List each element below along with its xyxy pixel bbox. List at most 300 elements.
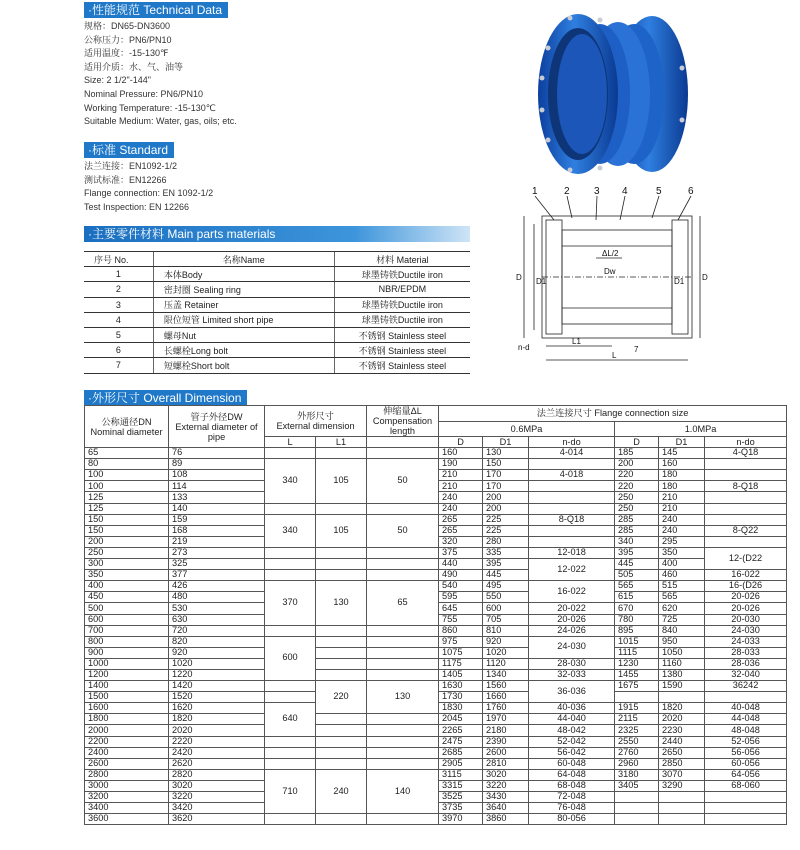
cell-d-06: 540 [439,581,483,592]
part-name: 短螺栓Short bolt [153,358,334,373]
cell-ndo-10 [705,803,787,814]
cell-d-06: 1730 [439,692,483,703]
cell-l: 600 [265,636,316,680]
cell-l1 [316,814,367,825]
cell-d-06: 2475 [439,736,483,747]
cell-d-10 [615,692,659,703]
cell-l1 [316,747,367,758]
cell-d1-06: 130 [483,448,529,459]
cell-ndo-10: 20-030 [705,614,787,625]
cell-ndo-10: 36242 [705,681,787,692]
cell-ndo-06: 44-040 [529,714,615,725]
cell-comp [367,448,439,459]
cell-d1-06: 2180 [483,725,529,736]
cell-dw: 1420 [169,681,265,692]
cell-ndo-10: 20-026 [705,603,787,614]
cell-ndo-06: 12-018 [529,547,615,558]
cell-dw: 3420 [169,803,265,814]
cell-dn: 100 [85,470,169,481]
cell-dw: 530 [169,603,265,614]
cell-comp [367,758,439,769]
cell-ndo-10: 8-Q18 [705,481,787,492]
callout-7: 7 [634,345,639,354]
standard-line: Test Inspection: EN 12266 [84,201,190,212]
cell-ndo-10 [705,492,787,503]
table-row [85,636,787,647]
cell-d1-10: 160 [659,459,705,470]
cell-d-06: 3315 [439,780,483,791]
cell-dw: 168 [169,525,265,536]
cell-ndo-06 [529,492,615,503]
parts-materials-header: ·主要零件材料 Main parts materials [84,226,470,242]
table-row [85,747,787,758]
col-external: 外形尺寸 External dimension [265,406,367,437]
cell-ndo-06: 72-048 [529,792,615,803]
cell-d1-06: 280 [483,536,529,547]
cell-ndo-06 [529,481,615,492]
cell-ndo-10: 24-030 [705,625,787,636]
cell-ndo-06: 4-014 [529,448,615,459]
cell-dn: 1400 [85,681,169,692]
part-name: 密封圈 Sealing ring [153,282,334,297]
cell-d-06: 975 [439,636,483,647]
cell-comp [367,736,439,747]
cell-dn: 800 [85,636,169,647]
cell-comp [367,814,439,825]
cell-d-10: 185 [615,448,659,459]
cell-ndo-10: 12-(D22 [705,547,787,569]
standard-line: Flange connection: EN 1092-1/2 [84,188,214,199]
cell-l: 640 [265,703,316,736]
cell-l: 340 [265,459,316,503]
table-row [85,581,787,592]
cell-d1-06: 1760 [483,703,529,714]
cell-d-10: 2325 [615,725,659,736]
table-row [85,448,787,459]
cell-d-10: 505 [615,570,659,581]
table-row [85,570,787,581]
spec-line: Nominal Pressure: PN6/PN10 [84,88,204,99]
cell-d-10: 200 [615,459,659,470]
cell-d1-06: 150 [483,459,529,470]
cell-d1-06: 3020 [483,769,529,780]
cell-dn: 1500 [85,692,169,703]
cell-d1-06: 170 [483,470,529,481]
cell-ndo-10 [705,792,787,803]
cell-d1-10: 210 [659,492,705,503]
cell-d-06: 1630 [439,681,483,692]
col-l1: L1 [316,437,367,448]
cell-d1-06: 170 [483,481,529,492]
cell-ndo-06: 24-030 [529,636,615,658]
cell-dn: 3600 [85,814,169,825]
cell-comp [367,570,439,581]
cell-l [265,814,316,825]
cell-d-10: 3405 [615,780,659,791]
cell-d-06: 2905 [439,758,483,769]
cell-dw: 720 [169,625,265,636]
cell-d1-06: 920 [483,636,529,647]
cell-dn: 400 [85,581,169,592]
cell-ndo-06 [529,525,615,536]
cell-ndo-06: 76-048 [529,803,615,814]
cell-ndo-10: 56-056 [705,747,787,758]
col-flange: 法兰连接尺寸 Flange connection size [439,406,787,422]
part-name: 本体Body [153,267,334,282]
cell-dw: 2420 [169,747,265,758]
cell-l1 [316,559,367,570]
cell-l [265,559,316,570]
cell-d1-06: 2390 [483,736,529,747]
cell-dn: 2200 [85,736,169,747]
cell-dn: 150 [85,525,169,536]
cell-d1-06: 1120 [483,658,529,669]
cell-dn: 600 [85,614,169,625]
cell-d1-10 [659,692,705,703]
cell-dw: 219 [169,536,265,547]
part-name: 压盖 Retainer [153,297,334,312]
cell-l [265,625,316,636]
cell-dw: 1520 [169,692,265,703]
cell-d-06: 210 [439,481,483,492]
dim-l1-label: L1 [572,337,581,346]
technical-drawing [512,184,710,366]
col-l: L [265,437,316,448]
cell-d-10: 1675 [615,681,659,692]
cell-d1-06: 2810 [483,758,529,769]
header-no: 序号 No. [84,252,153,267]
spec-line: Working Temperature: -15-130℃ [84,102,216,113]
cell-comp [367,503,439,514]
cell-ndo-10: 68-060 [705,780,787,791]
cell-dw: 1820 [169,714,265,725]
part-no: 6 [84,343,153,358]
callout-3: 3 [594,186,600,197]
cell-ndo-06: 52-042 [529,736,615,747]
cell-dw: 1620 [169,703,265,714]
cell-ndo-06: 64-048 [529,769,615,780]
dim-delta-label: ΔL/2 [602,249,619,258]
cell-d1-06: 3640 [483,803,529,814]
cell-dw: 108 [169,470,265,481]
cell-ndo-10 [705,536,787,547]
cell-l [265,448,316,459]
cell-ndo-06: 20-026 [529,614,615,625]
cell-dn: 1200 [85,669,169,680]
callout-1: 1 [532,186,538,197]
cell-d1-10 [659,792,705,803]
cell-d1-06: 335 [483,547,529,558]
cell-d1-06: 1340 [483,669,529,680]
part-material: NBR/EPDM [334,282,470,297]
col-compensation: 伸缩量ΔL Compensation length [367,406,439,437]
cell-dn: 80 [85,459,169,470]
cell-d-06: 210 [439,470,483,481]
callout-2: 2 [564,186,570,197]
cell-d-10: 250 [615,492,659,503]
cell-d-06: 2685 [439,747,483,758]
cell-comp: 65 [367,581,439,625]
cell-d1-10: 2440 [659,736,705,747]
cell-ndo-10: 44-048 [705,714,787,725]
cell-ndo-06: 36-036 [529,681,615,703]
cell-d-06: 755 [439,614,483,625]
col-d-06: D [439,437,483,448]
table-row [84,358,470,373]
cell-dn: 2000 [85,725,169,736]
cell-d-06: 240 [439,503,483,514]
cell-dn: 450 [85,592,169,603]
cell-d-06: 860 [439,625,483,636]
cell-d1-10: 295 [659,536,705,547]
cell-dn: 350 [85,570,169,581]
cell-dw: 820 [169,636,265,647]
cell-d1-10: 180 [659,470,705,481]
cell-ndo-06: 60-048 [529,758,615,769]
spec-line: Suitable Medium: Water, gas, oils; etc. [84,116,237,127]
dim-d1-label: D1 [536,277,547,286]
cell-dw: 3620 [169,814,265,825]
cell-ndo-10: 60-056 [705,758,787,769]
product-image [530,8,690,176]
cell-dn: 125 [85,503,169,514]
table-row [84,282,470,297]
cell-dw: 3220 [169,792,265,803]
cell-d-10: 1455 [615,669,659,680]
cell-d-10: 895 [615,625,659,636]
cell-d1-10: 2020 [659,714,705,725]
cell-d-06: 190 [439,459,483,470]
cell-d1-10: 180 [659,481,705,492]
part-name: 螺母Nut [153,327,334,342]
cell-d-10: 1230 [615,658,659,669]
cell-d1-06: 3430 [483,792,529,803]
cell-d-06: 3525 [439,792,483,803]
cell-d1-06: 445 [483,570,529,581]
cell-d1-10: 950 [659,636,705,647]
standard-specs [84,160,213,214]
cell-d1-10: 240 [659,514,705,525]
cell-l [265,747,316,758]
table-row [85,459,787,470]
cell-ndo-06: 32-033 [529,669,615,680]
cell-l1: 240 [316,769,367,813]
cell-dn: 3200 [85,792,169,803]
part-no: 1 [84,267,153,282]
table-row [84,343,470,358]
cell-ndo-10: 52-056 [705,736,787,747]
overall-dimension-table [84,405,787,825]
cell-ndo-06: 48-042 [529,725,615,736]
cell-dw: 2020 [169,725,265,736]
cell-dn: 1800 [85,714,169,725]
cell-dw: 1220 [169,669,265,680]
dim-l-label: L [612,351,617,360]
dim-nd-label: n-d [518,343,530,352]
cell-d1-10 [659,803,705,814]
cell-dn: 700 [85,625,169,636]
cell-d1-06: 705 [483,614,529,625]
cell-comp [367,669,439,680]
cell-d-06: 1830 [439,703,483,714]
col-pressure-06: 0.6MPa [439,421,615,437]
cell-d1-10: 2650 [659,747,705,758]
cell-d-06: 645 [439,603,483,614]
cell-ndo-10: 28-033 [705,647,787,658]
cell-comp: 50 [367,459,439,503]
cell-d-10: 340 [615,536,659,547]
standard-line: 法兰连接：EN1092-1/2 [84,161,178,171]
cell-d-10: 670 [615,603,659,614]
cell-d-06: 595 [439,592,483,603]
table-row [84,327,470,342]
col-ndo-10: n-do [705,437,787,448]
cell-d-06: 3115 [439,769,483,780]
cell-dw: 2820 [169,769,265,780]
cell-ndo-10 [705,503,787,514]
technical-data-header: ·性能规范 Technical Data [84,2,228,18]
cell-l: 710 [265,769,316,813]
cell-d1-06: 550 [483,592,529,603]
cell-dn: 300 [85,559,169,570]
cell-d1-06: 225 [483,525,529,536]
cell-dn: 3000 [85,780,169,791]
cell-dw: 2620 [169,758,265,769]
table-row [85,736,787,747]
cell-comp [367,714,439,725]
cell-ndo-10: 24-033 [705,636,787,647]
cell-l1: 220 [316,681,367,714]
cell-l1 [316,658,367,669]
cell-dn: 3400 [85,803,169,814]
cell-dn: 2800 [85,769,169,780]
cell-d1-10: 3070 [659,769,705,780]
part-no: 4 [84,312,153,327]
cell-ndo-10: 28-036 [705,658,787,669]
cell-d1-10: 840 [659,625,705,636]
cell-comp [367,658,439,669]
cell-ndo-10 [705,814,787,825]
cell-ndo-10: 32-040 [705,669,787,680]
header-material: 材料 Material [334,252,470,267]
cell-ndo-06: 12-022 [529,559,615,581]
table-row [85,814,787,825]
table-row [85,647,787,658]
part-material: 不锈钢 Stainless steel [334,327,470,342]
cell-ndo-06: 56-042 [529,747,615,758]
cell-d-06: 265 [439,525,483,536]
cell-dw: 133 [169,492,265,503]
cell-d1-06: 3220 [483,780,529,791]
cell-dw: 89 [169,459,265,470]
part-material: 不锈钢 Stainless steel [334,358,470,373]
cell-d-10: 220 [615,481,659,492]
cell-dn: 65 [85,448,169,459]
cell-dw: 480 [169,592,265,603]
cell-d1-10: 1050 [659,647,705,658]
cell-ndo-06 [529,503,615,514]
cell-d-06: 3970 [439,814,483,825]
cell-d-10: 615 [615,592,659,603]
cell-l1: 130 [316,581,367,625]
cell-dn: 2600 [85,758,169,769]
cell-d1-06: 1020 [483,647,529,658]
col-ndo-06: n-do [529,437,615,448]
cell-ndo-06: 4-018 [529,470,615,481]
cell-dn: 2400 [85,747,169,758]
cell-d1-06: 225 [483,514,529,525]
table-row [84,267,470,282]
cell-d-10: 2550 [615,736,659,747]
cell-l1 [316,714,367,725]
cell-dw: 76 [169,448,265,459]
cell-d1-06: 395 [483,559,529,570]
cell-ndo-10: 16-(D26 [705,581,787,592]
cell-dw: 1020 [169,658,265,669]
cell-d1-06: 495 [483,581,529,592]
cell-l1: 105 [316,514,367,547]
cell-d1-10: 1590 [659,681,705,692]
cell-dn: 125 [85,492,169,503]
cell-ndo-06: 8-Q18 [529,514,615,525]
spec-line: 规格：DN65-DN3600 [84,21,171,31]
cell-d-10 [615,792,659,803]
cell-d1-10: 460 [659,570,705,581]
cell-l1 [316,448,367,459]
cell-d1-06: 200 [483,503,529,514]
cell-ndo-06: 24-026 [529,625,615,636]
cell-ndo-06 [529,536,615,547]
cell-d-10: 780 [615,614,659,625]
table-row [85,514,787,525]
cell-d1-10: 400 [659,559,705,570]
table-row [84,312,470,327]
cell-d1-10: 350 [659,547,705,558]
cell-d1-10: 145 [659,448,705,459]
cell-d1-10: 3290 [659,780,705,791]
part-name: 长螺栓Long bolt [153,343,334,358]
part-no: 5 [84,327,153,342]
cell-comp [367,559,439,570]
table-row [85,669,787,680]
callout-4: 4 [622,186,628,197]
cell-d-06: 2045 [439,714,483,725]
cell-d-10: 395 [615,547,659,558]
cell-dn: 500 [85,603,169,614]
cell-l: 370 [265,581,316,625]
dim-d-right-label: D [702,273,708,282]
cell-ndo-06: 28-030 [529,658,615,669]
cell-l1 [316,547,367,558]
cell-ndo-10 [705,470,787,481]
cell-ndo-10: 40-048 [705,703,787,714]
table-row [85,681,787,692]
cell-l: 340 [265,514,316,547]
cell-d-10: 2760 [615,747,659,758]
cell-d1-10: 2850 [659,758,705,769]
cell-dw: 273 [169,547,265,558]
table-row [84,252,470,267]
cell-l1 [316,725,367,736]
cell-d-06: 160 [439,448,483,459]
cell-d-06: 265 [439,514,483,525]
table-row [84,297,470,312]
col-dn: 公称通径DN Nominal diameter [85,406,169,448]
cell-d1-10: 1160 [659,658,705,669]
table-row [85,658,787,669]
cell-d1-10: 725 [659,614,705,625]
cell-l1 [316,570,367,581]
